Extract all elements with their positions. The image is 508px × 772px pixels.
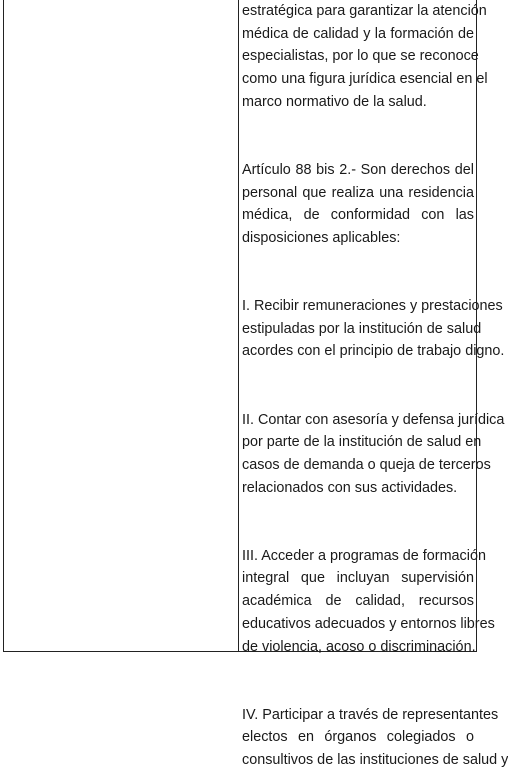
- text-line: electos en órganos colegiados o: [242, 729, 474, 746]
- text-line: académica de calidad, recursos: [242, 593, 474, 610]
- paragraph-articulo-88-bis-2: [242, 159, 474, 250]
- text-line: como una figura jurídica esencial en el: [242, 71, 488, 88]
- text-line: casos de demanda o queja de terceros: [242, 456, 491, 473]
- text-line: especialistas, por lo que se reconoce: [242, 48, 479, 65]
- text-line: I. Recibir remuneraciones y prestaciones: [242, 298, 503, 315]
- right-column-text: [240, 0, 508, 769]
- text-line: relacionados con sus actividades.: [242, 479, 458, 496]
- paragraph-fraccion-i: [242, 295, 505, 363]
- text-line: marco normativo de la salud.: [242, 93, 427, 110]
- text-line: consultivos de las instituciones de salud y: [242, 752, 508, 769]
- text-line: III. Acceder a programas de formación: [242, 547, 486, 564]
- text-line: integral que incluyan supervisión: [242, 570, 474, 587]
- text-line: médica de calidad y la formación de: [242, 25, 474, 42]
- text-line: II. Contar con asesoría y defensa jurídica: [242, 411, 505, 428]
- paragraph-fraccion-iii: [242, 545, 495, 659]
- text-line: Artículo 88 bis 2.- Son derechos del: [242, 161, 474, 178]
- text-line: personal que realiza una residencia: [242, 184, 474, 201]
- text-line: médica, de conformidad con las: [242, 207, 474, 224]
- paragraph-fraccion-ii: [242, 409, 505, 500]
- left-column-empty: [4, 0, 239, 651]
- text-line: estipuladas por la institución de salud: [242, 320, 482, 337]
- text-line: educativos adecuados y entornos libres: [242, 615, 495, 632]
- text-line: estratégica para garantizar la atención: [242, 3, 487, 19]
- text-line: acordes con el principio de trabajo digno.: [242, 343, 505, 360]
- paragraph-fraccion-iv: [242, 704, 508, 772]
- comparison-table: [3, 0, 508, 769]
- paragraph-continuation: [242, 0, 488, 114]
- text-line: de violencia, acoso o discriminación.: [242, 638, 476, 655]
- text-line: por parte de la institución de salud en: [242, 434, 482, 451]
- text-line: disposiciones aplicables:: [242, 230, 401, 246]
- text-line: IV. Participar a través de representantes: [242, 706, 499, 723]
